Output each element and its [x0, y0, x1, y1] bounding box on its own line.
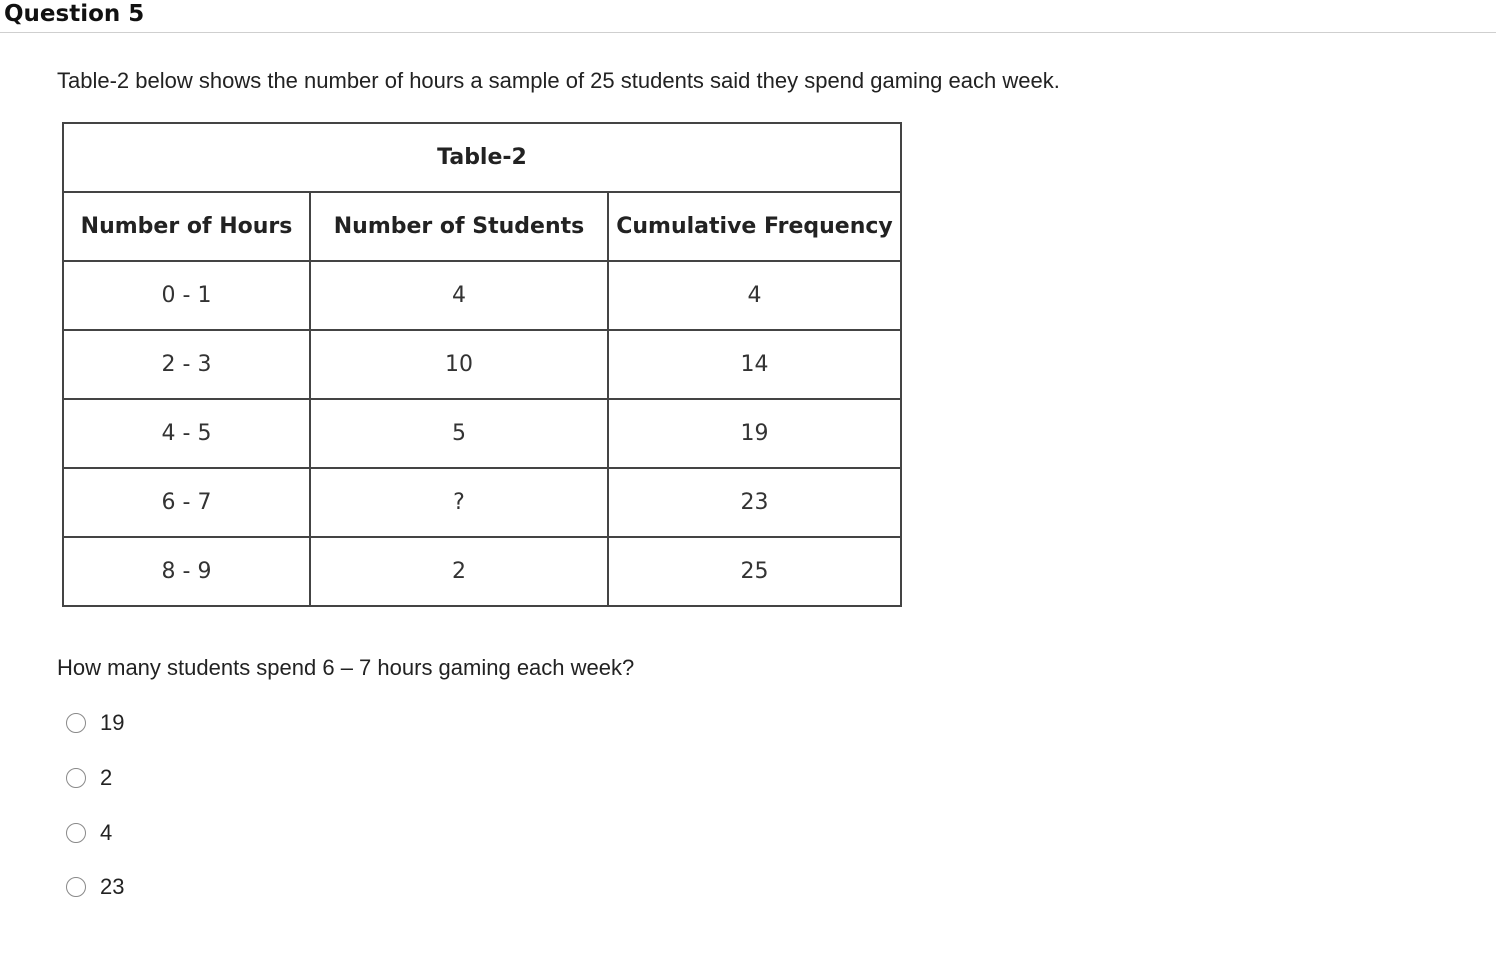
answer-option[interactable]	[66, 708, 124, 738]
answer-option[interactable]	[66, 872, 124, 902]
answer-option-label: 19	[100, 710, 125, 735]
answer-option-label: 23	[100, 874, 125, 899]
radio-button-icon[interactable]	[66, 713, 86, 733]
table-row	[63, 399, 901, 468]
table-row	[63, 468, 901, 537]
radio-button-icon[interactable]	[66, 877, 86, 897]
table-cell-hours: 6 - 7	[63, 468, 310, 537]
column-header-cumulative: Cumulative Frequency	[608, 192, 901, 261]
table-row	[63, 261, 901, 330]
table-cell-hours: 0 - 1	[63, 261, 310, 330]
table-header-row	[63, 192, 901, 261]
table-row	[63, 330, 901, 399]
table-caption-row	[63, 123, 901, 192]
table-cell-students: 2	[310, 537, 608, 606]
question-intro: Table-2 below shows the number of hours a sample of 25 students said they spend gaming each week.	[57, 68, 1060, 93]
table-cell-hours: 2 - 3	[63, 330, 310, 399]
answer-option[interactable]	[66, 763, 112, 793]
question-prompt: How many students spend 6 – 7 hours gaming each week?	[57, 655, 635, 680]
table-cell-students: ?	[310, 468, 608, 537]
answer-option[interactable]	[66, 818, 112, 848]
radio-button-icon[interactable]	[66, 823, 86, 843]
table-caption: Table-2	[63, 123, 901, 192]
table-cell-students: 5	[310, 399, 608, 468]
answer-option-label: 2	[100, 765, 113, 790]
table-cell-hours: 4 - 5	[63, 399, 310, 468]
table-cell-cumulative: 14	[608, 330, 901, 399]
table-cell-cumulative: 19	[608, 399, 901, 468]
table-cell-students: 10	[310, 330, 608, 399]
question-header	[0, 0, 1496, 33]
table-cell-cumulative: 23	[608, 468, 901, 537]
table-row	[63, 537, 901, 606]
table-cell-cumulative: 25	[608, 537, 901, 606]
data-table	[62, 122, 902, 607]
radio-button-icon[interactable]	[66, 768, 86, 788]
table-cell-students: 4	[310, 261, 608, 330]
column-header-hours: Number of Hours	[63, 192, 310, 261]
table-cell-hours: 8 - 9	[63, 537, 310, 606]
answer-option-label: 4	[100, 820, 113, 845]
question-title: Question 5	[4, 1, 145, 27]
column-header-students: Number of Students	[310, 192, 608, 261]
table-cell-cumulative: 4	[608, 261, 901, 330]
